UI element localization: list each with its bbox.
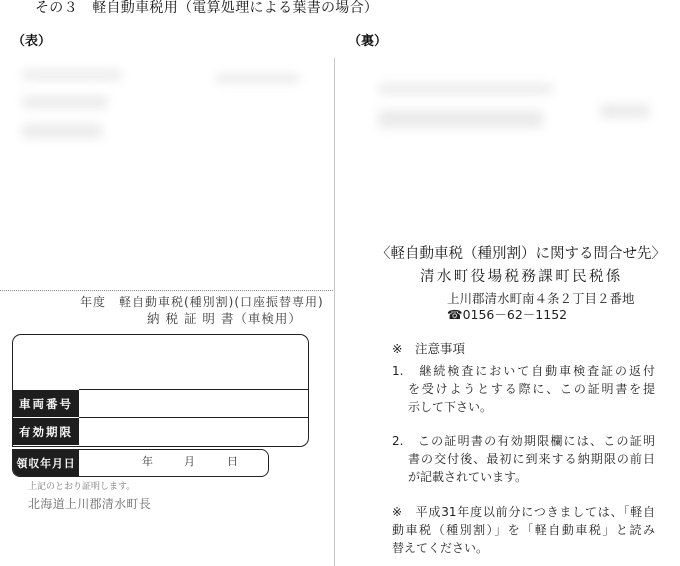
- footnote-line: 動車税（種別割）」を「軽自動車税」と読み: [392, 523, 655, 537]
- contact-phone: [447, 307, 567, 323]
- note-1-line: 示して下さい。: [408, 400, 493, 414]
- contact-heading: 〈軽自動車税（種別割）に関する問合せ先〉: [376, 246, 666, 262]
- phone-icon: ☎: [447, 307, 463, 322]
- phone-number: 0156－62－1152: [462, 307, 568, 322]
- note-1-line: 1. 継続検査において自動車検査証の返付: [392, 364, 655, 378]
- expiry-label: 有効期限: [13, 417, 79, 445]
- blurred-address-area: [22, 124, 102, 138]
- expiry-row: [13, 417, 308, 445]
- certificate-blank-area: [13, 335, 308, 389]
- blurred-address-area: [378, 110, 543, 128]
- vehicle-number-label: 車両番号: [13, 389, 79, 417]
- front-side-label: （表）: [12, 34, 52, 49]
- note-2-line: 2. この証明書の有効期限欄には、この証明: [392, 434, 655, 448]
- footnote-line: ※ 平成31年度以前分につきましては、「軽自: [392, 505, 655, 519]
- vehicle-number-value: [79, 389, 308, 417]
- note-2-line: が記載されています。: [408, 470, 528, 484]
- date-unit-month: 月: [184, 455, 195, 468]
- note-1-line: を受けようとする際に、この証明書を提: [408, 382, 655, 396]
- notes-title: ※ 注意事項: [392, 341, 465, 356]
- blurred-address-area: [22, 96, 108, 108]
- back-side-label: （裏）: [348, 34, 388, 49]
- issuer-name: 北海道上川郡清水町長: [28, 497, 152, 511]
- date-unit-day: 日: [227, 455, 238, 468]
- perforation-line: [0, 290, 333, 291]
- blurred-address-area: [600, 104, 650, 118]
- receipt-date-label: 領収年月日: [13, 450, 79, 476]
- note-2-line: 書の交付後、最初に到来する納期限の前日: [408, 452, 655, 466]
- date-unit-year: 年: [142, 455, 153, 468]
- expiry-value: [79, 417, 308, 445]
- certification-text: 上記のとおり証明します。: [28, 482, 136, 492]
- certificate-box: [12, 334, 309, 447]
- receipt-date-value: [79, 450, 268, 476]
- contact-address: 上川郡清水町南４条２丁目２番地: [447, 291, 635, 306]
- blurred-address-area: [215, 74, 300, 83]
- footnote-line: 替えてください。: [392, 541, 489, 555]
- blurred-address-area: [22, 70, 122, 80]
- vehicle-number-row: [13, 389, 308, 417]
- document-title: その３ 軽自動車税用（電算処理による葉書の場合）: [35, 0, 379, 16]
- panel-divider: [334, 58, 335, 566]
- contact-office: 清水町役場税務課町民税係: [420, 269, 623, 285]
- form-title: 納 税 証 明 書（車検用）: [147, 311, 302, 326]
- form-heading: 年度 軽自動車税(種別割)(口座振替専用): [80, 295, 324, 309]
- blurred-address-area: [378, 84, 553, 94]
